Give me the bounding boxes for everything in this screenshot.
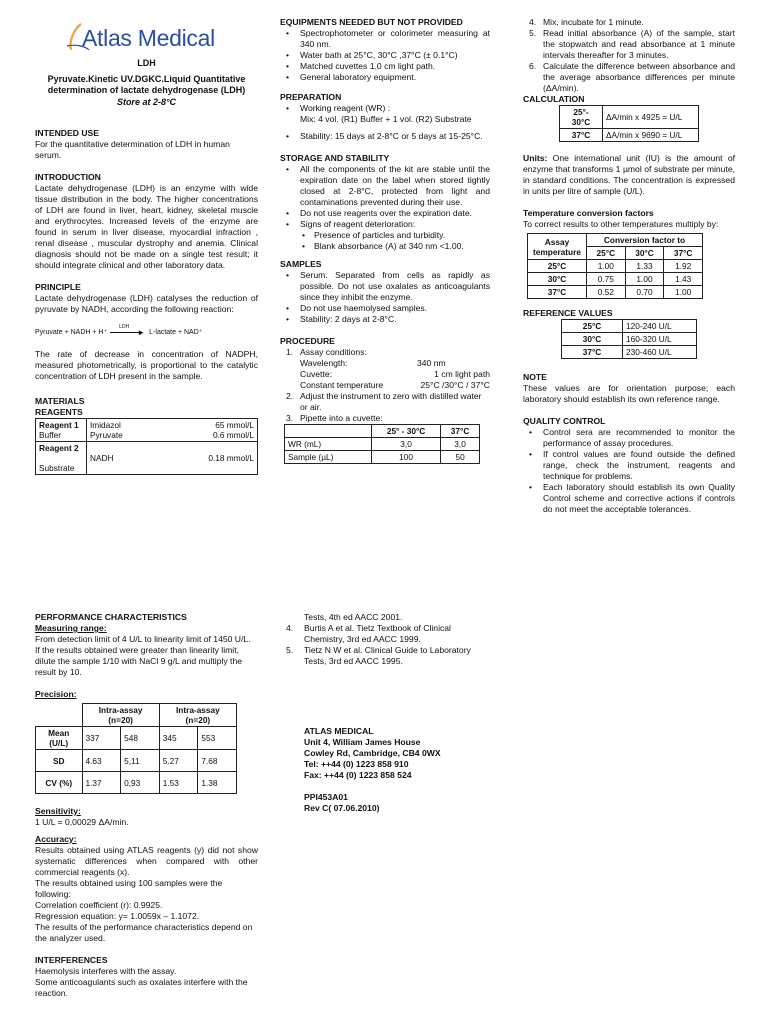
list-item: 5. Tietz N W et al. Clinical Guide to Laboratory Tests, 3rd ed AACC 1995. <box>286 645 471 666</box>
deterioration-label: • Signs of reagent deterioration: <box>300 219 416 229</box>
pipette-table <box>284 424 480 464</box>
references-section <box>280 612 490 814</box>
phone-number: Tel: ++44 (0) 1223 858 910 <box>304 759 409 769</box>
table-cell: ΔA/min x 9690 = U/L <box>603 129 699 142</box>
column-1 <box>35 128 258 475</box>
list-item <box>280 219 490 252</box>
table-cell: 7.68 <box>198 750 237 772</box>
table-header: 37°C <box>664 247 703 260</box>
preparation-heading: PREPARATION <box>280 92 342 102</box>
condition-row <box>300 358 490 369</box>
list-item: • Water bath at 25°C, 30°C ,37°C (± 0.1°C) <box>280 50 490 61</box>
table-cell: 25°- 30°C <box>560 106 603 129</box>
table-cell: 50 <box>441 451 480 464</box>
address-line: Cowley Rd, Cambridge, CB4 0WX <box>304 748 441 758</box>
table-row <box>36 704 237 727</box>
table-cell: 548 <box>121 727 160 750</box>
list-item: 3. Pipette into a cuvette: <box>286 413 383 423</box>
table-cell: 337 <box>82 727 121 750</box>
references-list <box>280 623 490 667</box>
table-cell: CV (%) <box>36 772 83 794</box>
precision-table <box>35 703 237 794</box>
table-row <box>36 419 258 442</box>
list-item: • Stability: 2 days at 2-8°C. <box>280 314 490 325</box>
list-item: 5. Read initial absorbance (A) of the sample, start the stopwatch and read absorbance at 1 minute intervals thereafter for 3 minutes. <box>529 28 735 60</box>
condition-row <box>300 369 490 380</box>
table-cell: 1.37 <box>82 772 121 794</box>
list-item: • Blank absorbance (A) at 340 nm <1.00. <box>300 241 490 252</box>
sensitivity-text: 1 U/L = 0,00029 ΔA/min. <box>35 817 129 827</box>
list-item: • Presence of particles and turbidity. <box>300 230 490 241</box>
reaction-left: Pyruvate + NADH + H⁺ <box>35 328 108 336</box>
list-item: • General laboratory equipment. <box>280 72 490 83</box>
correlation-text: Correlation coefficient (r): 0.9925. <box>35 900 163 910</box>
step-text: Pipette into a cuvette: <box>300 413 383 423</box>
table-header: Conversion factor to <box>587 234 703 247</box>
table-row <box>560 106 699 129</box>
working-reagent-label: • Working reagent (WR) : <box>300 103 391 113</box>
regression-text: Regression equation: y= 1.0059x – 1.1072. <box>35 911 200 921</box>
address-line: ATLAS MEDICAL <box>304 726 374 736</box>
step-text: Adjust the instrument to zero with distilled water or air. <box>300 391 482 412</box>
table-header: Intra-assay (n=20) <box>82 704 159 727</box>
list-item: • Do not use reagents over the expiration date. <box>280 208 490 219</box>
equipment-heading: EQUIPMENTS NEEDED BUT NOT PROVIDED <box>280 17 463 27</box>
step-text: Calculate the difference between absorbance and the average absorbance differences per minute (ΔA/min). <box>543 61 735 93</box>
list-item: 4. Burtis A et al. Tietz Textbook of Clinical Chemistry, 3rd ed AACC 1999. <box>286 623 451 644</box>
list-item: • Do not use haemolysed samples. <box>280 303 490 314</box>
measuring-range-heading: Measuring range: <box>35 623 107 633</box>
brand-name: Atlas Medical <box>82 25 215 51</box>
document-code: PPI453A01 <box>304 792 348 802</box>
table-cell: 100 <box>372 451 441 464</box>
preparation-list <box>280 103 490 142</box>
list-item: 2. Adjust the instrument to zero with distilled water or air. <box>286 391 482 412</box>
revision: Rev C( 07.06.2010) <box>304 803 380 813</box>
reagent-2-value: 0.18 mmol/L <box>196 442 258 475</box>
reaction-enzyme: LDH <box>119 324 130 330</box>
procedure-list-cont <box>523 17 735 94</box>
materials-heading: MATERIALS <box>35 396 85 406</box>
temperature-heading: Temperature conversion factors <box>523 208 654 218</box>
accuracy-text-2: The results obtained using 100 samples were the following: <box>35 878 223 899</box>
accuracy-heading: Accuracy: <box>35 834 77 844</box>
table-cell: Mean (U/L) <box>36 727 83 750</box>
reaction-arrow: LDH ► <box>110 331 146 333</box>
procedure-heading: PROCEDURE <box>280 336 335 346</box>
table-cell: ΔA/min x 4925 = U/L <box>603 106 699 129</box>
title-block <box>35 58 258 108</box>
table-cell: 25°C <box>528 260 587 273</box>
performance-heading: PERFORMANCE CHARACTERISTICS <box>35 612 187 622</box>
reference-table <box>561 319 697 359</box>
units-paragraph <box>523 153 735 197</box>
list-item <box>280 103 490 125</box>
column-2 <box>280 17 490 464</box>
table-row <box>562 346 697 359</box>
table-cell: 120-240 U/L <box>623 320 697 333</box>
table-row <box>528 273 703 286</box>
interferences-text-2: Some anticoagulants such as oxalates interfere with the reaction. <box>35 977 248 998</box>
table-cell: 1.00 <box>625 273 664 286</box>
list-item: • Serum. Separated from cells as rapidly as possible. Do not use oxalates as anticoagulants since they inhibit the enzyme. <box>280 270 490 303</box>
reagents-table <box>35 418 258 475</box>
product-name: LDH <box>137 58 156 68</box>
working-reagent-mix: Mix: 4 vol. (R1) Buffer + 1 vol. (R2) Substrate <box>300 114 472 124</box>
table-row <box>562 320 697 333</box>
step-text: Read initial absorbance (A) of the sample, start the stopwatch and read absorbance at 1 minute intervals thereafter for 3 minutes. <box>543 28 735 60</box>
table-cell: 5,11 <box>121 750 160 772</box>
accuracy-text: Results obtained using ATLAS reagents (y) did not show systematic differences when compared with other commercial reagents (x). <box>35 845 258 877</box>
table-cell: 1.38 <box>198 772 237 794</box>
principle-text: Lactate dehydrogenase (LDH) catalyses the reduction of pyruvate by NADH, according the following reaction: <box>35 293 258 314</box>
table-cell: 230-460 U/L <box>623 346 697 359</box>
reagent-2-label: Reagent 2 <box>39 443 79 453</box>
table-cell: 160-320 U/L <box>623 333 697 346</box>
condition-value: 340 nm <box>416 358 446 368</box>
reference-text: Burtis A et al. Tietz Textbook of Clinical Chemistry, 3rd ed AACC 1999. <box>304 623 451 644</box>
list-item: 1. Assay conditions: Wavelength: 340 nm Cuvette: 1 cm light path Constant temperature 25°C /30°C / 37°C <box>286 347 490 390</box>
table-header: 25° - 30°C <box>372 425 441 438</box>
table-cell: 0.52 <box>587 286 626 299</box>
reaction-equation <box>35 326 258 338</box>
table-row <box>528 286 703 299</box>
list-item: 4. Mix, incubate for 1 minute. <box>529 17 644 27</box>
condition-row <box>300 380 490 391</box>
quality-control-list <box>523 427 735 515</box>
table-cell: 1.43 <box>664 273 703 286</box>
table-header: 37°C <box>441 425 480 438</box>
condition-label: Constant temperature <box>300 380 384 390</box>
principle-heading: PRINCIPLE <box>35 282 81 292</box>
table-row <box>560 129 699 142</box>
list-item: • All the components of the kit are stable until the expiration date on the label when stored tightly closed at 2-8°C, protected from light and contaminations prevented during their use. <box>280 164 490 208</box>
table-row <box>36 727 237 750</box>
reagent-1-item: Pyruvate <box>90 430 123 440</box>
table-cell: 25°C <box>562 320 623 333</box>
address-line: Unit 4, William James House <box>304 737 421 747</box>
procedure-list <box>280 347 490 424</box>
table-cell: 1.53 <box>159 772 198 794</box>
storage-note: Store at 2-8°C <box>116 96 177 107</box>
quality-control-heading: QUALITY CONTROL <box>523 416 606 426</box>
sensitivity-heading: Sensitivity: <box>35 806 81 816</box>
table-row <box>36 442 258 475</box>
intended-use-heading: INTENDED USE <box>35 128 99 138</box>
step-text: Assay conditions: <box>300 347 367 357</box>
note-text: These values are for orientation purpose; each laboratory should establish its own reference range. <box>523 383 735 404</box>
table-header: 30°C <box>625 247 664 260</box>
introduction-text: Lactate dehydrogenase (LDH) is an enzyme with wide tissue distribution in the body. The higher concentrations of LDH are found in liver, heart, kidney, skeletal muscle and erythrocytes. Increased levels of the enzyme are found in serum in liver disease, myocardial infraction , renal disease , muscular dystrophy and anemia. Clinical diagnosis should not be made on a single test result; it should integrate clinical and other laboratory data. <box>35 183 258 270</box>
table-cell: 0,93 <box>121 772 160 794</box>
samples-list <box>280 270 490 325</box>
calculation-table <box>559 105 699 142</box>
table-cell: 1.00 <box>664 286 703 299</box>
interferences-text: Haemolysis interferes with the assay. <box>35 966 177 976</box>
intended-use-text: For the quantitative determination of LDH in human serum. <box>35 139 230 160</box>
reagent-1-value: 65 mmol/L <box>215 420 254 430</box>
reference-text: Tietz N W et al. Clinical Guide to Laboratory Tests, 3rd ed AACC 1995. <box>304 645 471 666</box>
reagent-1-item: Imidazol <box>90 420 121 430</box>
reference-heading: REFERENCE VALUES <box>523 308 613 318</box>
table-cell: 0.75 <box>587 273 626 286</box>
table-row <box>36 750 237 772</box>
table-row <box>36 772 237 794</box>
list-item: • Each laboratory should establish its own Quality Control scheme and corrective actions if controls do not meet the acceptable tolerances. <box>523 482 735 515</box>
condition-value: 1 cm light path <box>434 369 490 379</box>
samples-heading: SAMPLES <box>280 259 322 269</box>
table-cell: 3,0 <box>372 438 441 451</box>
table-cell: 1.92 <box>664 260 703 273</box>
table-cell: 1.33 <box>625 260 664 273</box>
reagents-heading: REAGENTS <box>35 407 83 417</box>
table-row <box>528 234 703 247</box>
table-cell: 37°C <box>562 346 623 359</box>
step-text: Mix, incubate for 1 minute. <box>543 17 644 27</box>
performance-section <box>35 612 258 999</box>
condition-value: 25°C /30°C / 37°C <box>420 380 490 390</box>
temperature-table <box>527 233 703 299</box>
table-cell: 0.70 <box>625 286 664 299</box>
calculation-heading: CALCULATION <box>523 94 585 104</box>
temperature-intro: To correct results to other temperatures multiply by: <box>523 219 719 229</box>
table-cell: 30°C <box>528 273 587 286</box>
table-cell: 37°C <box>528 286 587 299</box>
table-cell: WR (mL) <box>285 438 372 451</box>
company-address <box>280 726 490 814</box>
reaction-right: L-lactate + NAD⁺ <box>149 328 203 336</box>
reagent-1-value: 0.6 mmol/L <box>212 430 254 440</box>
note-heading: NOTE <box>523 372 547 382</box>
table-header: 25°C <box>587 247 626 260</box>
table-cell: SD <box>36 750 83 772</box>
units-label: Units: <box>523 153 548 163</box>
condition-label: Cuvette: <box>300 369 333 379</box>
table-row <box>285 438 480 451</box>
table-cell: Sample (µL) <box>285 451 372 464</box>
measuring-range-text: From detection limit of 4 U/L to linearity limit of 1450 U/L. <box>35 634 251 644</box>
storage-list <box>280 164 490 252</box>
list-item: • Stability: 15 days at 2-8°C or 5 days at 15-25°C. <box>280 131 490 142</box>
fax-number: Fax: ++44 (0) 1223 858 524 <box>304 770 412 780</box>
table-cell: 30°C <box>562 333 623 346</box>
units-text: One international unit (IU) is the amount of enzyme that transforms 1 µmol of substrate per minute, in standard conditions. The concentration is expressed in units per litre of sample (U/L). <box>523 153 736 196</box>
list-item: • Matched cuvettes 1.0 cm light path. <box>280 61 490 72</box>
reagent-2-type: Substrate <box>39 463 75 473</box>
list-item: • Control sera are recommended to monitor the performance of assay procedures. <box>523 427 735 449</box>
list-item: • If control values are found outside the defined range, check the instrument, reagents and technique for problems. <box>523 449 735 482</box>
table-cell: 345 <box>159 727 198 750</box>
list-item: 6. Calculate the difference between absorbance and the average absorbance differences per minute (ΔA/min). <box>529 61 735 93</box>
condition-label: Wavelength: <box>300 358 348 368</box>
reagent-1-type: Buffer <box>39 430 61 440</box>
table-header <box>285 425 372 438</box>
reagent-1-label: Reagent 1 <box>39 420 79 430</box>
table-cell: 553 <box>198 727 237 750</box>
storage-heading: STORAGE AND STABILITY <box>280 153 390 163</box>
table-cell: 37°C <box>560 129 603 142</box>
interferences-heading: INTERFERENCES <box>35 955 108 965</box>
principle-text-2: The rate of decrease in concentration of NADPH, measured photometrically, is proportional to the catalytic concentration of LDH present in the sample. <box>35 349 258 381</box>
analyzer-dependency-text: The results of the performance characteristics depend on the analyzer used. <box>35 922 253 943</box>
table-cell: 4.63 <box>82 750 121 772</box>
list-item: • Spectrophotometer or colorimeter measuring at 340 nm. <box>280 28 490 50</box>
table-header: Intra-assay (n=20) <box>159 704 236 727</box>
table-row <box>528 260 703 273</box>
deterioration-list <box>300 230 490 252</box>
table-cell: 1.00 <box>587 260 626 273</box>
measuring-range-text-2: If the results obtained were greater than linearity limit, dilute the sample 1/10 with NaCl 9 g/L and multiply the result by 10. <box>35 645 243 677</box>
table-cell: 3,0 <box>441 438 480 451</box>
reference-continuation: Tests, 4th ed AACC 2001. <box>304 612 403 622</box>
table-cell: 5.27 <box>159 750 198 772</box>
table-header: Assay temperature <box>528 234 587 260</box>
precision-heading: Precision: <box>35 689 77 699</box>
document-title: Pyruvate.Kinetic UV.DGKC.Liquid Quantitative determination of lactate dehydrogenase (LDH) <box>47 73 246 95</box>
table-row <box>285 451 480 464</box>
reagent-2-item: NADH <box>87 442 197 475</box>
equipment-list <box>280 28 490 83</box>
column-3 <box>523 17 735 515</box>
table-row <box>285 425 480 438</box>
introduction-heading: INTRODUCTION <box>35 172 101 182</box>
table-row <box>562 333 697 346</box>
